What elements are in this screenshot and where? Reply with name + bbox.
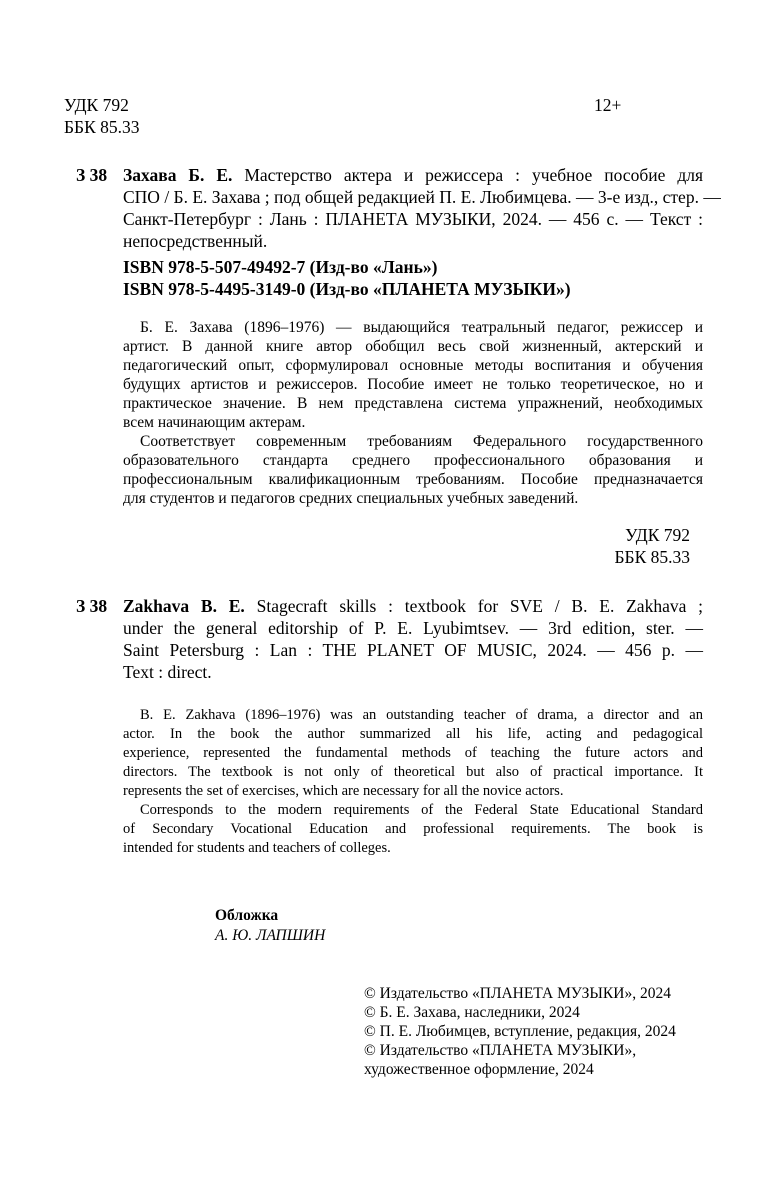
en-abstract [123,706,703,858]
copyright-block [364,984,676,1079]
ru-abstract-line: для студентов и педагогов средних специальных учебных заведений. [123,490,579,507]
cover-artist: А. Ю. ЛАПШИН [215,927,326,944]
age-rating: 12+ [594,95,622,115]
header-bbk: ББК 85.33 [64,117,140,137]
en-entry-line-2: under the general editorship of P. E. Lyubimtsev. — 3rd edition, ster. — [123,618,703,638]
copyright-line: © Издательство «ПЛАНЕТА МУЗЫКИ», 2024 [364,985,671,1002]
header-udk: УДК 792 [64,95,129,115]
ru-abstract-line: образовательного стандарта среднего профессионального образования и [123,452,703,469]
ru-entry-line-4: непосредственный. [123,231,268,251]
ru-abstract-line: артист. В данной книге автор обобщил весь свой жизненный, актерский и [123,338,703,355]
copyright-line: © П. Е. Любимцев, вступление, редакция, 2024 [364,1023,676,1040]
ru-abstract-line: педагогический опыт, сформулировал основные методы воспитания и обучения [123,357,703,374]
copyright-line: художественное оформление, 2024 [364,1061,594,1078]
cover-label: Обложка [215,907,279,924]
ru-abstract-line: всем начинающим актерам. [123,414,306,431]
en-abstract-line: experience, represented the fundamental methods of teaching the future actors and [123,745,703,761]
ru-codes-bbk: ББК 85.33 [614,547,690,567]
ru-entry-code: З 38 [76,165,108,185]
copyright-line: © Б. Е. Захава, наследники, 2024 [364,1004,580,1021]
ru-abstract [123,318,703,508]
ru-entry-line-1: Захава Б. Е. Мастерство актера и режиссера : учебное пособие для [123,165,704,185]
en-entry-line-4: Text : direct. [123,662,212,682]
ru-entry-line-2: СПО / Б. Е. Захава ; под общей редакцией П. Е. Любимцева. — 3-е изд., стер. — [123,187,721,207]
isbn-planeta: ISBN 978-5-4495-3149-0 (Изд-во «ПЛАНЕТА МУЗЫКИ») [123,279,571,299]
ru-abstract-line: Б. Е. Захава (1896–1976) — выдающийся театральный педагог, режиссер и [140,319,703,336]
en-entry-line-1: Zakhava B. E. Stagecraft skills : textbook for SVE / B. E. Zakhava ; [123,596,704,616]
en-abstract-line: directors. The textbook is not only of theoretical but also of practical importance. It [123,764,703,780]
en-abstract-line: of Secondary Vocational Education and professional requirements. The book is [123,821,703,837]
en-entry-line-3: Saint Petersburg : Lan : THE PLANET OF MUSIC, 2024. — 456 p. — [123,640,703,660]
ru-codes-udk: УДК 792 [625,525,690,545]
en-entry-code: З 38 [76,596,108,616]
ru-abstract-line: Соответствует современным требованиям Федерального государственного [140,433,703,450]
ru-abstract-line: будущих артистов и режиссеров. Пособие имеет не только теоретическое, но и [123,376,703,393]
en-abstract-line: B. E. Zakhava (1896–1976) was an outstanding teacher of drama, a director and an [140,707,703,723]
ru-entry [123,164,721,252]
ru-entry-author: Захава Б. Е. [123,165,233,185]
copyright-line: © Издательство «ПЛАНЕТА МУЗЫКИ», [364,1042,637,1059]
ru-entry-line-3: Санкт-Петербург : Лань : ПЛАНЕТА МУЗЫКИ, 2024. — 456 с. — Текст : [123,209,703,229]
en-abstract-line: Corresponds to the modern requirements of the Federal State Educational Standard [140,802,703,818]
isbn-lan: ISBN 978-5-507-49492-7 (Изд-во «Лань») [123,257,438,277]
en-entry-author: Zakhava B. E. [123,596,245,616]
en-abstract-line: represents the set of exercises, which are necessary for all the novice actors. [123,783,564,799]
ru-abstract-line: практическое значение. В нем представлена система упражнений, необходимых [123,395,703,412]
en-abstract-line: intended for students and teachers of colleges. [123,840,391,856]
en-entry [123,595,703,683]
en-abstract-line: actor. In the book the author summarized all his life, acting and pedagogical [123,726,703,742]
ru-abstract-line: профессиональным квалификационным требованиям. Пособие предназначается [123,471,703,488]
